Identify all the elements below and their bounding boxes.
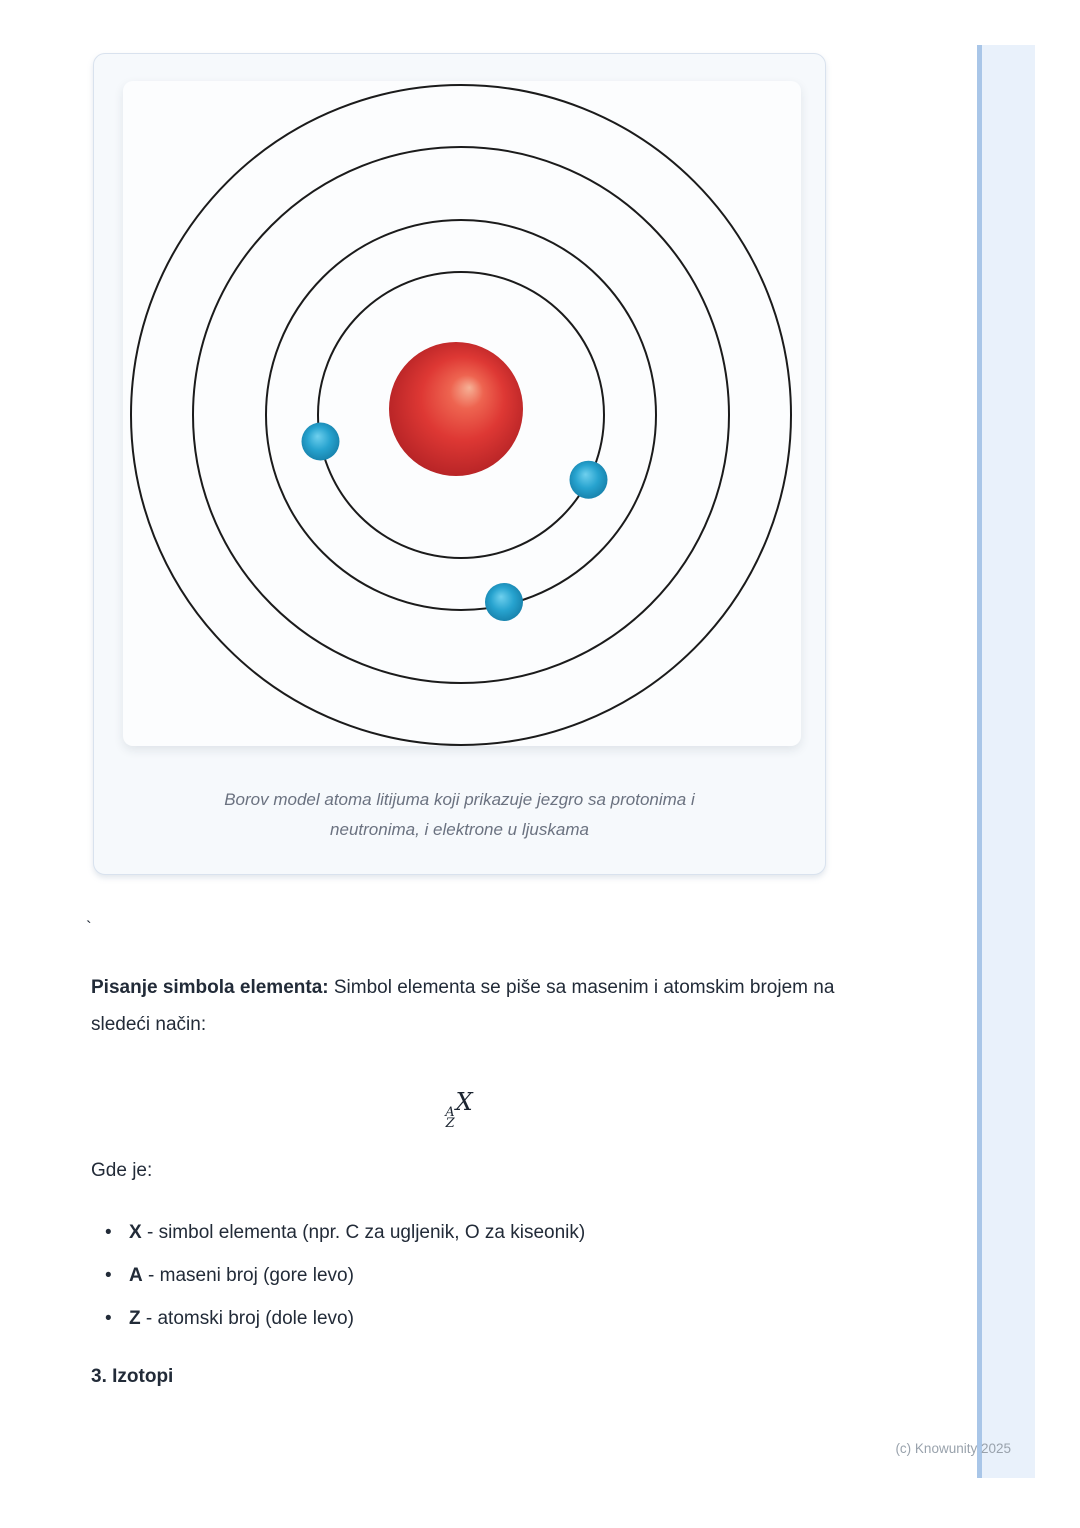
element-symbol-formula [91,1088,827,1129]
paragraph-rest: Simbol elementa se piše sa masenim i atomskim brojem na sledeći način: [91,977,835,1035]
list-item-desc: - simbol elementa (npr. C za ugljenik, O za kiseonik) [141,1222,586,1243]
symbol-legend-list [103,1221,585,1350]
paragraph-lead: Pisanje simbola elementa: [91,977,329,998]
figure-card [93,53,826,875]
list-item [103,1221,585,1245]
element-symbol-paragraph [91,969,836,1043]
list-item-term: X [129,1222,142,1243]
list-item-desc: - atomski broj (dole levo) [140,1308,354,1329]
list-item-term: A [129,1265,143,1286]
element-symbol-x: X [455,1088,473,1116]
mass-number-superscript: A [445,1105,455,1120]
list-item [103,1264,585,1288]
bohr-model-illustration [123,81,801,746]
figure-panel [123,81,801,746]
list-item-term: Z [129,1308,141,1329]
stray-backtick: ` [86,918,92,937]
where-label: Gde je: [91,1160,153,1181]
figure-caption-line-1: Borov model atoma litijuma koji prikazuje jezgro sa protonima i [224,790,695,809]
section-heading-izotopi: 3. Izotopi [91,1366,174,1387]
atomic-number-subscript: Z [445,1116,455,1131]
electron-3 [485,583,523,621]
copyright-watermark: (c) Knowunity 2025 [895,1441,1011,1456]
nucleus [389,342,523,476]
electron-1 [302,423,340,461]
list-item-desc: - maseni broj (gore levo) [142,1265,354,1286]
figure-caption [150,785,769,845]
electron-2 [570,461,608,499]
formula-prescripts [445,1107,454,1129]
page-edge-scroll-strip[interactable] [977,45,1035,1478]
list-item [103,1307,585,1331]
figure-caption-line-2: neutronima, i elektrone u ljuskama [330,820,589,839]
